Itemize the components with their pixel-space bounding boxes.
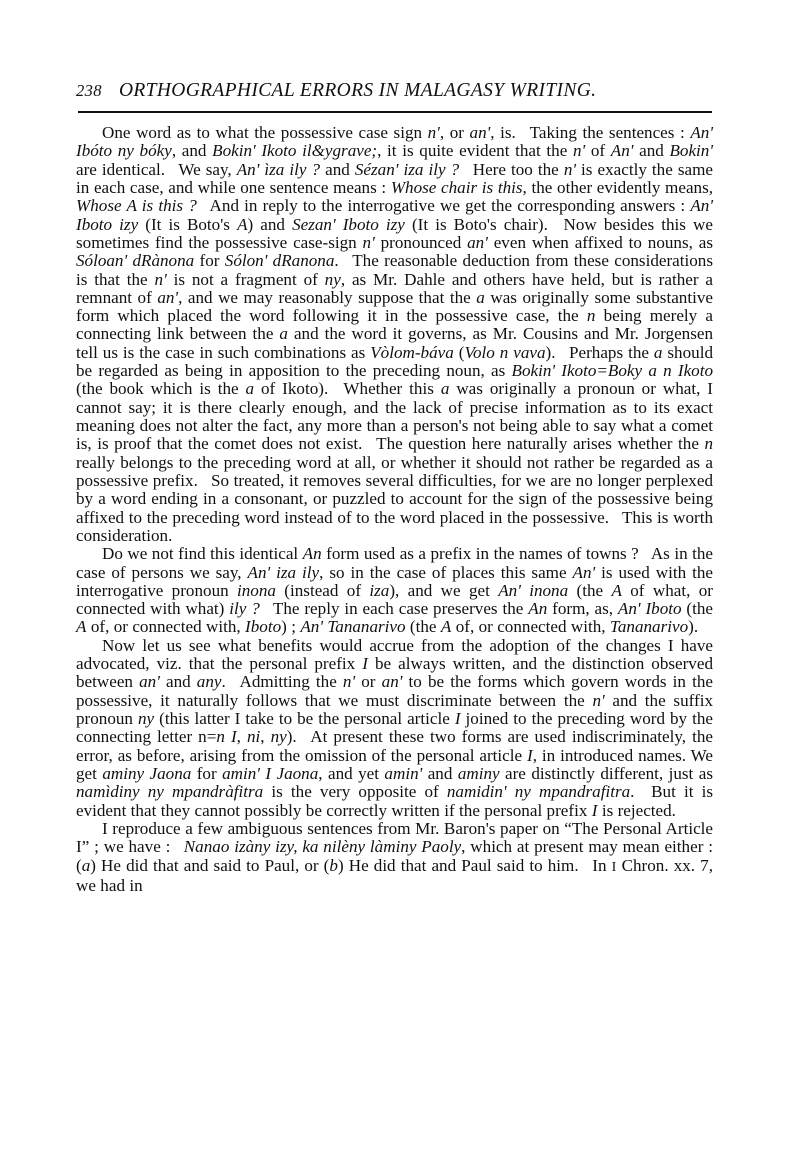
paragraph: Now let us see what benefits would accrue from the adoption of the changes I have advocated, viz. that the personal prefix I be always written, and the distinction observed between an' and any. Admitting the n' or an' to be the forms which govern words in the possessive, it naturally follows that we must discriminate between the n' and the suffix pronoun ny (this latter I take to be the personal article I joined to the preceding word by the connecting letter n=n I, ni, ny). At present these two forms are used indiscriminately, the error, as before, arising from the omission of the personal article I, in introduced names. We get aminy Jaona for amin' I Jaona, and yet amin' and aminy are distinctly different, just as namìdiny ny mpandràfitra is the very opposite of namidin' ny mpandrafitra. But it is evident that they cannot possibly be correctly written if the personal prefix I is rejected. (76, 635, 713, 820)
header-rule (78, 111, 712, 113)
paragraph: I reproduce a few ambiguous sentences from Mr. Baron's paper on “The Personal Article I” ; we have : Nanao izàny izy, ka nilèny làminy Paoly, which at present may mean either : (a) He did that and said to Paul, or (b) He did that and Paul said to him. In I Chron. xx. 7, we had in (76, 818, 714, 895)
body-text-column (76, 124, 713, 895)
paragraph: One word as to what the possessive case sign n', or an', is. Taking the sentences : An' Ibóto ny bóky, and Bokin' Ikoto il&ygrave;, it is quite evident that the n' of An' and Bokin' are identical. We say, An' ìza ily ? and Sézan' iza ily ? Here too the n' is exactly the same in each case, and while one sentence means : Whose chair is this, the other evidently means, Whose A is this ? And in reply to the interrogative we get the corresponding answers : An' Iboto izy (It is Boto's A) and Sezan' Iboto izy (It is Boto's chair). Now besides this we sometimes find the possessive case-sign n' pronounced an' even when affixed to nouns, as Sóloan' dRànona for Sólon' dRanona. The reasonable deduction from these considerations is that the n' is not a fragment of ny, as Mr. Dahle and others have held, but is rather a remnant of an', and we may reasonably suppose that the a was originally some substantive form which placed the word following it in the possessive case, the n being merely a connecting link between the a and the word it governs, as Mr. Cousins and Mr. Jorgensen tell us is the case in such combinations as Vòlom-báva (Volo n vava). Perhaps the a should be regarded as being in apposition to the preceding noun, as Bokin' Ikoto=Boky a n Ikoto (the book which is the a of Ikoto). Whether this a was originally a pronoun or what, I cannot say; it is there clearly enough, and the lack of precise information as to its exact meaning does not alter the fact, any more than a person's not being able to say what a comet is, is proof that the comet does not exist. The question here naturally arises whether the n really belongs to the preceding word at all, or whether it should not rather be regarded as a possessive prefix. So treated, it removes several difficulties, for we are no longer perplexed by a word ending in a consonant, or puzzled to account for the sign of the possessive being affixed to the preceding word instead of to the word placed in the possessive. This is worth consideration. (76, 123, 714, 545)
running-title: ORTHOGRAPHICAL ERRORS IN MALAGASY WRITING. (118, 80, 597, 101)
page-number: 238 (76, 81, 102, 100)
running-head (76, 80, 712, 102)
paragraph: Do we not find this identical An form used as a prefix in the names of towns ? As in the case of persons we say, An' iza ily, so in the case of places this same An' is used with the interrogative pronoun inona (instead of iza), and we get An' inona (the A of what, or connected with what) ily ? The reply in each case preserves the An form, as, An' Iboto (the A of, or connected with, Iboto) ; An' Tananarivo (the A of, or connected with, Tananarivo). (76, 544, 714, 637)
